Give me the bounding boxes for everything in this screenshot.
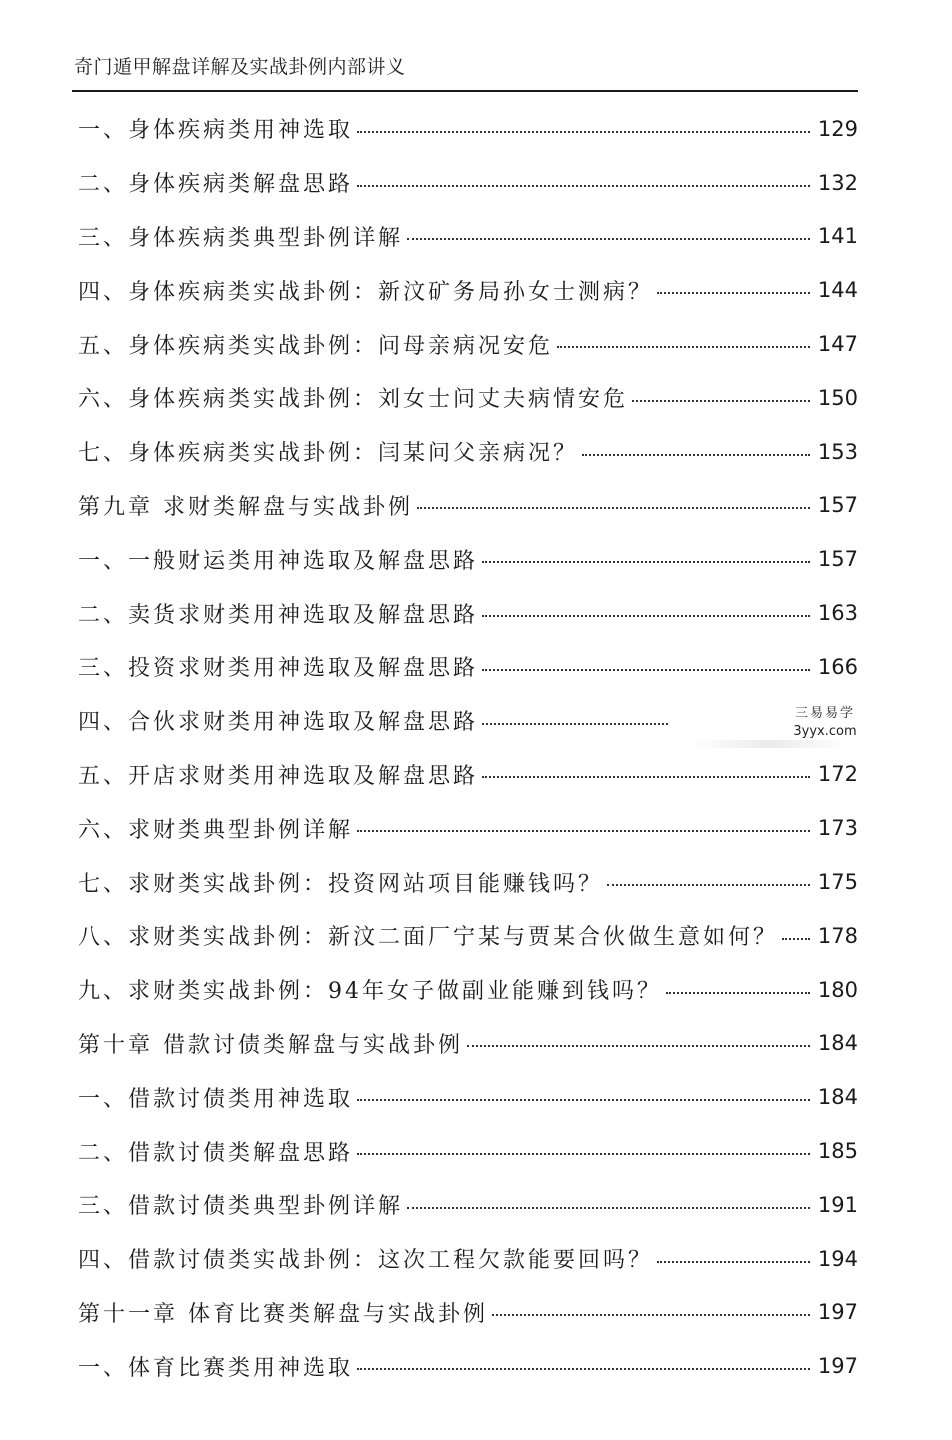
toc-leader-dots bbox=[632, 400, 810, 402]
toc-entry-page: 173 bbox=[817, 816, 858, 841]
toc-entry-page: 184 bbox=[817, 1031, 858, 1056]
toc-entry-page: 175 bbox=[817, 870, 858, 895]
toc-entry-page: 132 bbox=[817, 170, 858, 195]
toc-leader-dots bbox=[557, 346, 810, 348]
toc-entry-page: 172 bbox=[817, 762, 858, 787]
toc-entry bbox=[78, 640, 858, 694]
toc-entry bbox=[78, 801, 858, 855]
toc-entry-title: 八、求财类实战卦例：新汶二面厂宁某与贾某合伙做生意如何？ bbox=[78, 925, 779, 951]
toc-leader-dots bbox=[407, 1207, 810, 1209]
toc-leader-dots bbox=[482, 776, 810, 778]
toc-entry-title: 一、借款讨债类用神选取 bbox=[78, 1086, 354, 1112]
toc-entry bbox=[78, 963, 858, 1017]
toc-leader-dots bbox=[782, 938, 810, 940]
toc-entry bbox=[78, 909, 858, 963]
toc-entry-title: 一、一般财运类用神选取及解盘思路 bbox=[78, 548, 479, 574]
toc-entry-page: 178 bbox=[817, 923, 858, 948]
toc-entry-page: 166 bbox=[817, 654, 858, 679]
toc-entry bbox=[78, 425, 858, 479]
toc-leader-dots bbox=[357, 131, 810, 133]
toc-leader-dots bbox=[607, 884, 810, 886]
toc-entry bbox=[78, 1017, 858, 1071]
toc-entry-title: 六、求财类典型卦例详解 bbox=[78, 817, 354, 843]
toc-entry-title: 三、投资求财类用神选取及解盘思路 bbox=[78, 656, 479, 682]
toc-entry-title: 第九章 求财类解盘与实战卦例 bbox=[78, 494, 413, 520]
toc-leader-dots bbox=[357, 830, 810, 832]
toc-entry-page: 147 bbox=[817, 332, 858, 357]
toc-entry bbox=[78, 1124, 858, 1178]
toc-entry bbox=[78, 1070, 858, 1124]
watermark bbox=[790, 702, 860, 739]
toc-leader-dots bbox=[582, 454, 810, 456]
toc-entry-page: 157 bbox=[817, 493, 858, 518]
header-rule bbox=[72, 90, 858, 92]
toc-entry-page: 180 bbox=[817, 977, 858, 1002]
running-header: 奇门遁甲解盘详解及实战卦例内部讲义 bbox=[74, 56, 406, 78]
toc-leader-dots bbox=[657, 292, 810, 294]
toc-entry bbox=[78, 855, 858, 909]
toc-entry bbox=[78, 1232, 858, 1286]
toc-leader-dots bbox=[357, 1099, 810, 1101]
toc-entry-title: 二、身体疾病类解盘思路 bbox=[78, 172, 354, 198]
toc-entry-title: 五、身体疾病类实战卦例：问母亲病况安危 bbox=[78, 333, 554, 359]
toc-entry bbox=[78, 586, 858, 640]
toc-entry bbox=[78, 479, 858, 533]
toc-entry-title: 第十章 借款讨债类解盘与实战卦例 bbox=[78, 1032, 463, 1058]
toc-leader-dots bbox=[666, 992, 810, 994]
toc-entry bbox=[78, 156, 858, 210]
toc-entry-title: 九、求财类实战卦例：94年女子做副业能赚到钱吗？ bbox=[78, 979, 662, 1005]
toc-entry-page: 153 bbox=[817, 439, 858, 464]
toc-entry-title: 二、卖货求财类用神选取及解盘思路 bbox=[78, 602, 479, 628]
toc-entry bbox=[78, 210, 858, 264]
toc-entry-page: 184 bbox=[817, 1085, 858, 1110]
toc-entry-title: 七、求财类实战卦例：投资网站项目能赚钱吗？ bbox=[78, 871, 604, 897]
toc-entry-page: 197 bbox=[817, 1354, 858, 1379]
toc-leader-dots bbox=[482, 723, 668, 725]
toc-leader-dots bbox=[467, 1045, 810, 1047]
toc-leader-dots bbox=[357, 1153, 810, 1155]
toc-entry-title: 一、体育比赛类用神选取 bbox=[78, 1355, 354, 1381]
toc-entry-title: 三、借款讨债类典型卦例详解 bbox=[78, 1194, 404, 1220]
toc-entry-page: 163 bbox=[817, 601, 858, 626]
toc-entry-page: 157 bbox=[817, 547, 858, 572]
toc-entry-title: 四、合伙求财类用神选取及解盘思路 bbox=[78, 710, 479, 736]
toc-entry-page: 191 bbox=[817, 1192, 858, 1217]
toc-entry-title: 一、身体疾病类用神选取 bbox=[78, 118, 354, 144]
watermark-text: 三易易学 bbox=[794, 706, 855, 721]
watermark-smudge bbox=[690, 740, 850, 748]
toc-entry-page: 197 bbox=[817, 1300, 858, 1325]
toc-entry bbox=[78, 371, 858, 425]
toc-leader-dots bbox=[657, 1261, 810, 1263]
toc-entry-page: 194 bbox=[817, 1246, 858, 1271]
toc-leader-dots bbox=[482, 561, 810, 563]
toc-leader-dots bbox=[492, 1314, 810, 1316]
toc-leader-dots bbox=[482, 615, 810, 617]
toc-entry bbox=[78, 263, 858, 317]
toc-leader-dots bbox=[417, 507, 810, 509]
toc-entry-title: 四、身体疾病类实战卦例：新汶矿务局孙女士测病？ bbox=[78, 279, 654, 305]
watermark-url: 3yyx.com bbox=[793, 724, 857, 739]
toc-entry-title: 第十一章 体育比赛类解盘与实战卦例 bbox=[78, 1301, 488, 1327]
toc-entry bbox=[78, 532, 858, 586]
toc-entry-page: 141 bbox=[817, 224, 858, 249]
toc-entry-title: 六、身体疾病类实战卦例：刘女士问丈夫病情安危 bbox=[78, 387, 629, 413]
toc-entry bbox=[78, 1178, 858, 1232]
toc-entry-title: 四、借款讨债类实战卦例：这次工程欠款能要回吗？ bbox=[78, 1248, 654, 1274]
toc-entry bbox=[78, 317, 858, 371]
toc-entry-title: 三、身体疾病类典型卦例详解 bbox=[78, 225, 404, 251]
toc-entry-page: 185 bbox=[817, 1139, 858, 1164]
toc-entry bbox=[78, 102, 858, 156]
toc-entry-title: 七、身体疾病类实战卦例：闫某问父亲病况？ bbox=[78, 441, 579, 467]
toc-entry bbox=[78, 748, 858, 802]
toc-entry-page: 150 bbox=[817, 385, 858, 410]
toc-entry-title: 五、开店求财类用神选取及解盘思路 bbox=[78, 763, 479, 789]
toc-entry bbox=[78, 1286, 858, 1340]
toc-leader-dots bbox=[357, 1368, 810, 1370]
toc-leader-dots bbox=[482, 669, 810, 671]
toc-entry-title: 二、借款讨债类解盘思路 bbox=[78, 1140, 354, 1166]
toc-entry-page: 144 bbox=[817, 278, 858, 303]
toc-entry bbox=[78, 1339, 858, 1393]
toc-leader-dots bbox=[407, 238, 810, 240]
toc-entry-page: 129 bbox=[817, 116, 858, 141]
toc-leader-dots bbox=[357, 185, 810, 187]
